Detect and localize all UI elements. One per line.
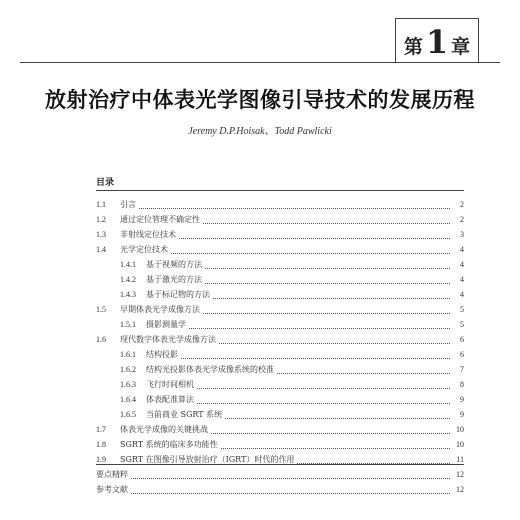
toc-bottom-rule [96, 464, 464, 465]
toc-entry-number: 1.6.2 [120, 365, 136, 374]
toc-entry-label: 早期体表光学成像方法 [120, 305, 200, 314]
toc-leader-dots [277, 373, 450, 374]
toc-entry-number: 1.6.5 [120, 410, 136, 419]
toc-leader-dots [211, 433, 450, 434]
toc-entry[interactable] [96, 302, 464, 317]
toc-entry-label: 基于标记物的方法 [146, 290, 210, 299]
toc-entry-label: 结构投影 [146, 350, 178, 359]
toc-entry-label: 体表配准算法 [146, 395, 194, 404]
toc-entry[interactable] [96, 437, 464, 452]
toc-entry-number: 1.4 [96, 245, 106, 254]
toc-leader-dots [189, 328, 450, 329]
toc-leader-dots [197, 403, 450, 404]
toc-entry[interactable] [96, 392, 464, 407]
toc-entry[interactable] [96, 197, 464, 212]
toc-entry-number: 1.4.2 [120, 275, 136, 284]
toc-entry[interactable] [96, 407, 464, 422]
toc-leader-dots [205, 268, 450, 269]
toc-entry-page: 10 [456, 425, 464, 434]
toc-leader-dots [131, 493, 450, 494]
toc-entry[interactable] [96, 347, 464, 362]
toc-leader-dots [221, 448, 450, 449]
toc-entry[interactable] [96, 332, 464, 347]
toc-leader-dots [171, 253, 450, 254]
toc-entry-label: SGRT 系统的临床多功能性 [120, 440, 218, 449]
toc-entry-number: 1.6.4 [120, 395, 136, 404]
toc-leader-dots [179, 238, 450, 239]
toc-entry[interactable] [96, 467, 464, 482]
toc-entry[interactable] [96, 317, 464, 332]
toc-entry-label: 参考文献 [96, 485, 128, 494]
toc-entry-label: 体表光学成像的关键挑战 [120, 425, 208, 434]
toc-entry-number: 1.6 [96, 335, 106, 344]
toc-entry-page: 3 [460, 230, 464, 239]
toc-entry-number: 1.3 [96, 230, 106, 239]
toc-entry-label: 要点精粹 [96, 470, 128, 479]
toc-entry-page: 8 [460, 380, 464, 389]
chapter-prefix: 第 [403, 36, 423, 58]
toc-leader-dots [203, 223, 450, 224]
toc-entry[interactable] [96, 212, 464, 227]
toc-entry-label: 摄影测量学 [146, 320, 186, 329]
toc-entry-number: 1.5.1 [120, 320, 136, 329]
toc-entry-page: 5 [460, 305, 464, 314]
toc-entry-page: 6 [460, 335, 464, 344]
toc-entry-page: 5 [460, 320, 464, 329]
chapter-title: 放射治疗中体表光学图像引导技术的发展历程 [45, 88, 475, 112]
chapter-suffix: 章 [451, 36, 471, 58]
toc-entry-label: 基于视频的方法 [146, 260, 202, 269]
toc-entry-page: 10 [456, 440, 464, 449]
toc-leader-dots [213, 298, 450, 299]
toc-entry-label: 结构光投影体表光学成像系统的校准 [146, 365, 274, 374]
toc-entry-label: 引言 [120, 200, 136, 209]
toc-entry[interactable] [96, 362, 464, 377]
toc-entry-label: 基于激光的方法 [146, 275, 202, 284]
toc-entry-label: 当前商业 SGRT 系统 [146, 410, 223, 419]
toc-top-rule [96, 190, 464, 191]
toc-entry-number: 1.6.1 [120, 350, 136, 359]
toc-entry[interactable] [96, 272, 464, 287]
toc-list [96, 197, 464, 497]
toc-entry-number: 1.5 [96, 305, 106, 314]
toc-heading: 目录 [96, 178, 115, 188]
toc-entry-page: 7 [460, 365, 464, 374]
toc-entry-page: 6 [460, 350, 464, 359]
toc-entry-number: 1.8 [96, 440, 106, 449]
toc-entry[interactable] [96, 377, 464, 392]
toc-leader-dots [131, 478, 450, 479]
chapter-rule [20, 62, 500, 63]
toc-entry-number: 1.9 [96, 455, 106, 464]
toc-leader-dots [203, 313, 450, 314]
toc-leader-dots [219, 343, 450, 344]
toc-entry-page: 12 [456, 485, 464, 494]
toc-entry[interactable] [96, 227, 464, 242]
toc-entry-page: 2 [460, 200, 464, 209]
toc-entry-number: 1.1 [96, 200, 106, 209]
toc-entry[interactable] [96, 422, 464, 437]
toc-entry-page: 9 [460, 395, 464, 404]
toc-entry[interactable] [96, 257, 464, 272]
toc-entry[interactable] [96, 287, 464, 302]
toc-entry-page: 4 [460, 290, 464, 299]
toc-entry-number: 1.2 [96, 215, 106, 224]
toc-leader-dots [205, 283, 450, 284]
toc-entry-page: 4 [460, 275, 464, 284]
toc-entry-number: 1.4.1 [120, 260, 136, 269]
toc-entry[interactable] [96, 482, 464, 497]
chapter-number-tab [395, 18, 479, 62]
toc-entry-page: 2 [460, 215, 464, 224]
toc-leader-dots [225, 418, 450, 419]
toc-entry-page: 11 [456, 455, 464, 464]
toc-entry-number: 1.4.3 [120, 290, 136, 299]
toc-entry-number: 1.7 [96, 425, 106, 434]
chapter-number: 1 [425, 23, 449, 61]
toc-entry-page: 4 [460, 260, 464, 269]
toc-entry-page: 12 [456, 470, 464, 479]
toc-entry-page: 9 [460, 410, 464, 419]
toc-entry-label: 飞行时间相机 [146, 380, 194, 389]
toc-entry-label: 光学定位技术 [120, 245, 168, 254]
toc-entry-label: 通过定位管理不确定性 [120, 215, 200, 224]
toc-leader-dots [181, 358, 450, 359]
toc-entry-label: SGRT 在图像引导放射治疗（IGRT）时代的作用 [120, 455, 295, 464]
toc-entry-number: 1.6.3 [120, 380, 136, 389]
chapter-authors: Jeremy D.P.Hoisak、Todd Pawlicki [188, 126, 332, 137]
toc-entry-page: 4 [460, 245, 464, 254]
toc-leader-dots [197, 388, 450, 389]
toc-leader-dots [139, 208, 450, 209]
toc-entry[interactable] [96, 242, 464, 257]
toc-entry-label: 现代数字体表光学成像方法 [120, 335, 216, 344]
toc-entry-label: 非射线定位技术 [120, 230, 176, 239]
